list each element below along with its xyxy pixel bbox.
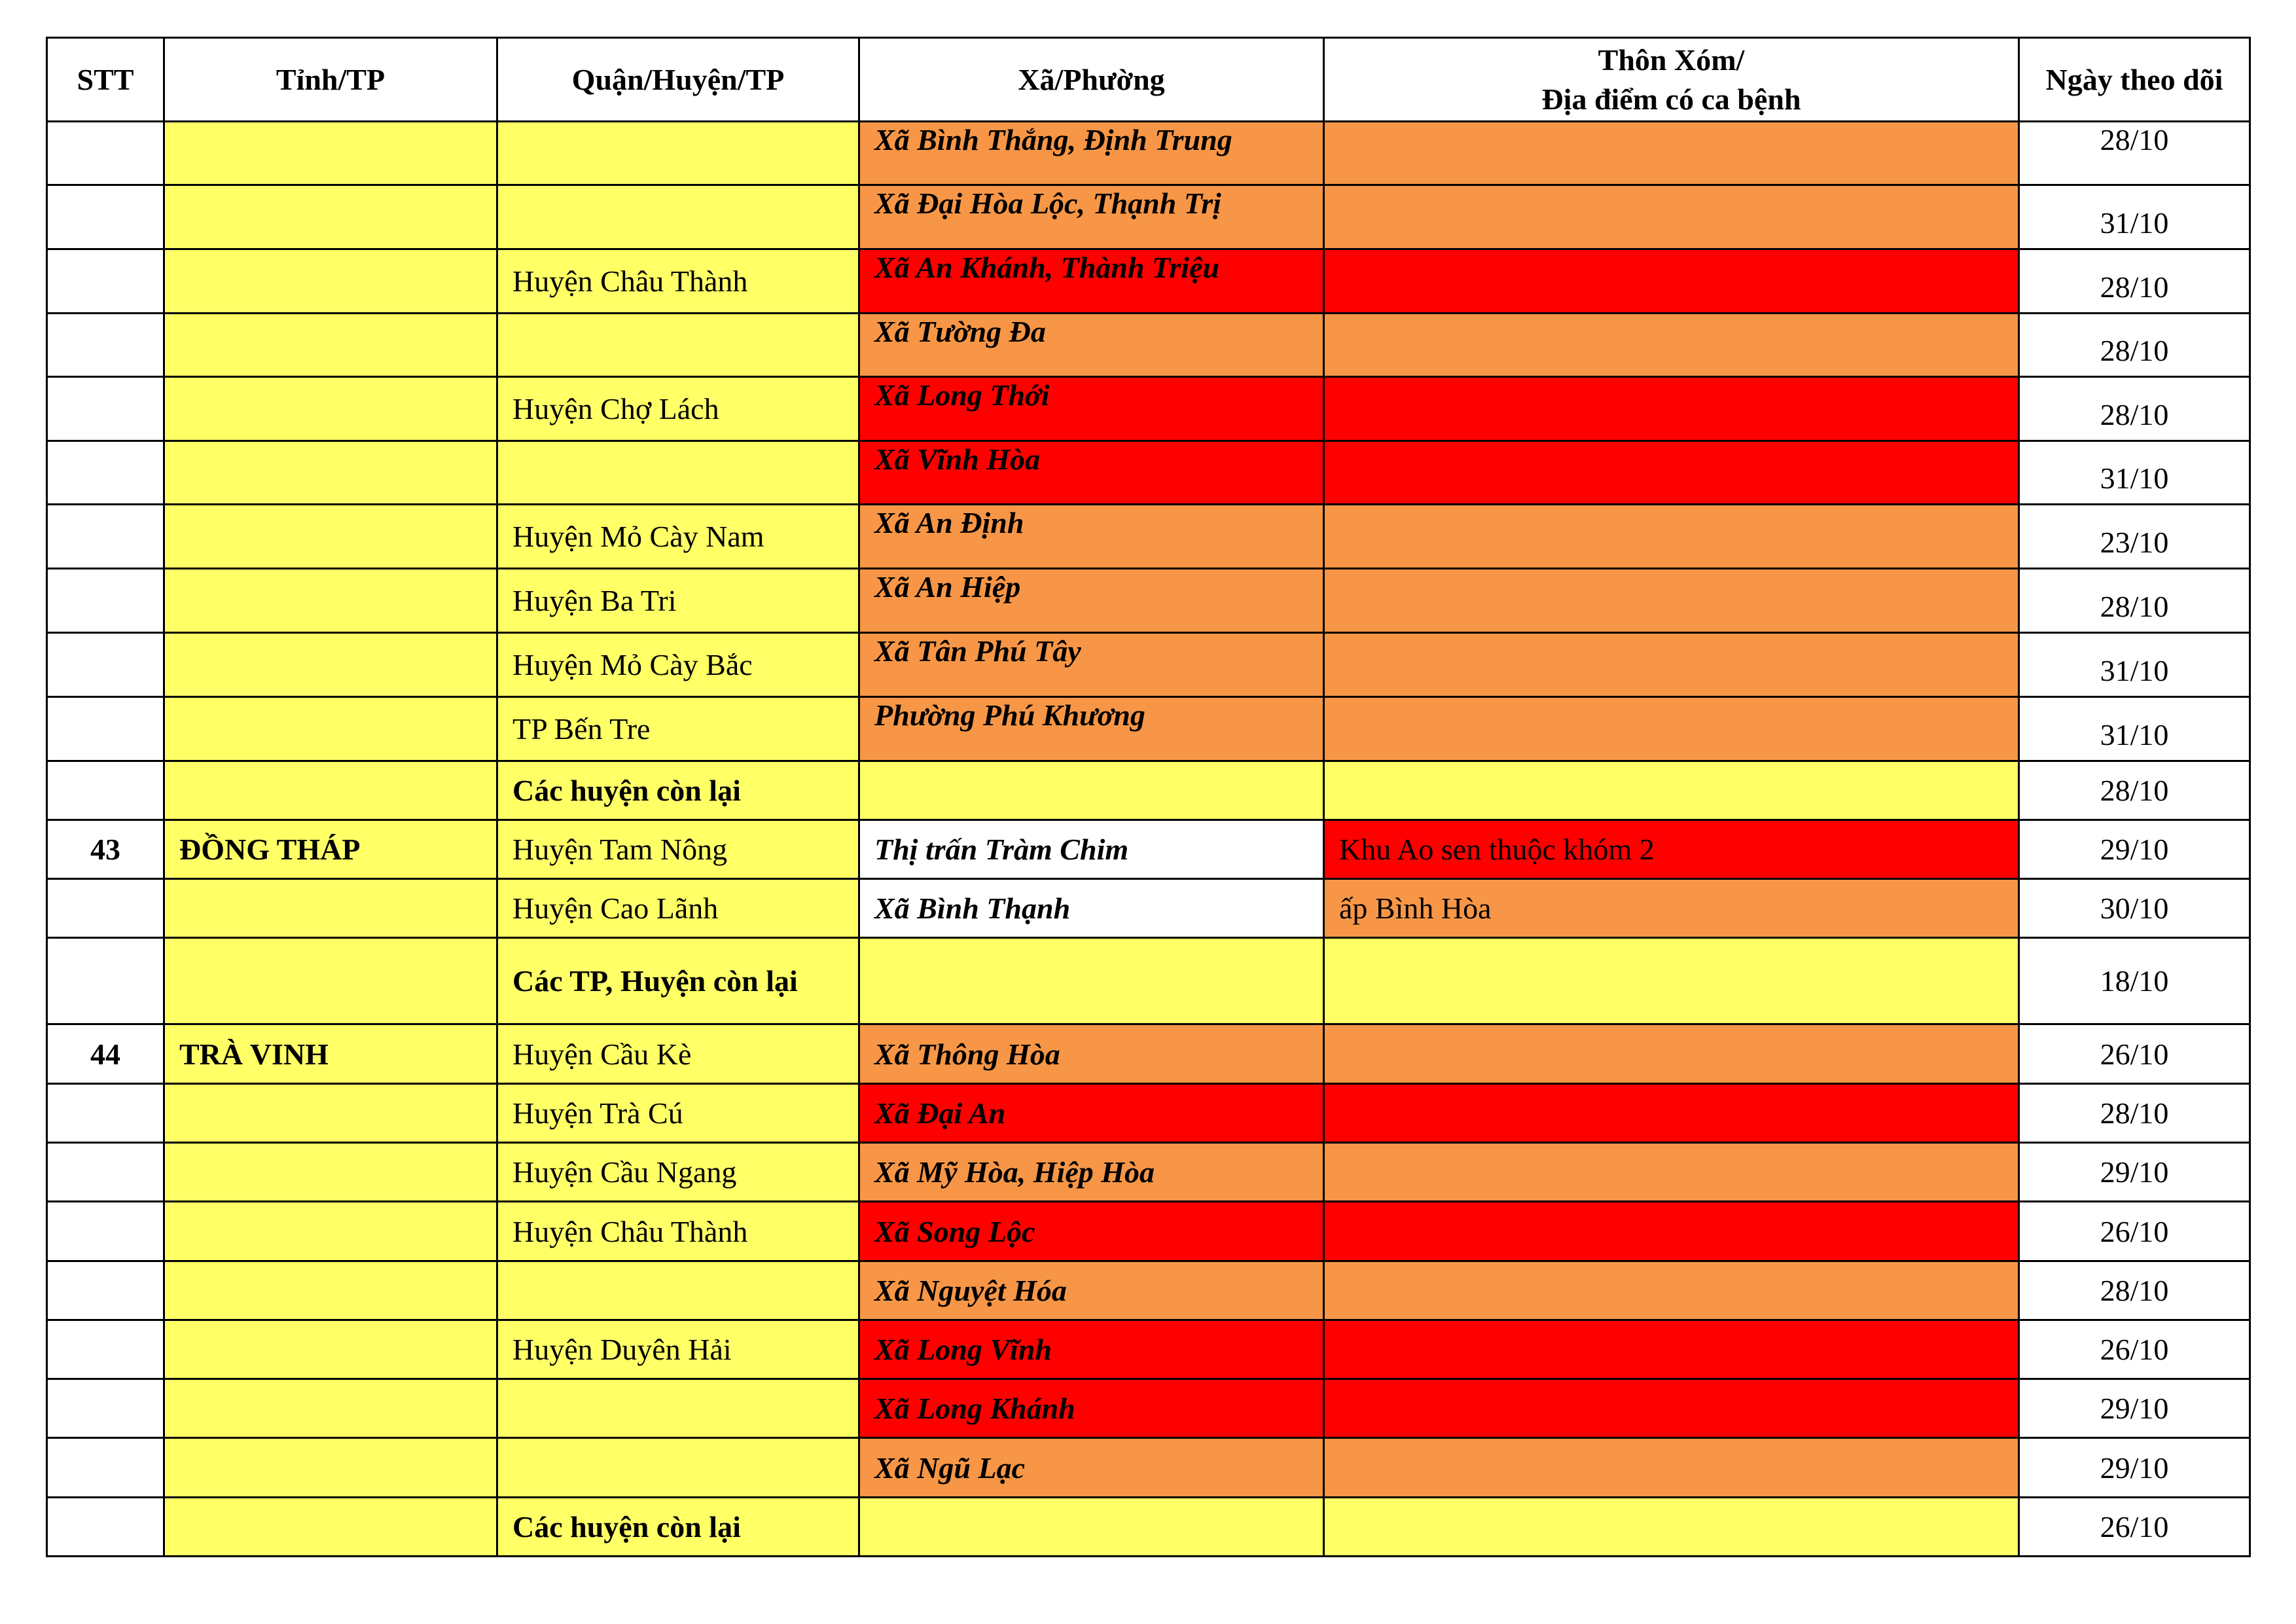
- stt-cell: [47, 505, 164, 569]
- date-cell: 28/10: [2019, 569, 2250, 633]
- table-row: [47, 1202, 2250, 1261]
- ward-cell: Xã An Khánh, Thành Triệu: [859, 249, 1324, 314]
- stt-cell: [47, 633, 164, 697]
- stt-cell: [47, 1261, 164, 1320]
- province-cell: [164, 249, 497, 314]
- ward-cell: Xã An Định: [859, 505, 1324, 569]
- ward-cell: [859, 1498, 1324, 1557]
- date-cell: 28/10: [2019, 249, 2250, 314]
- stt-cell: [47, 1438, 164, 1498]
- district-cell: [497, 1379, 859, 1438]
- province-cell: [164, 377, 497, 441]
- district-cell: Huyện Ba Tri: [497, 569, 859, 633]
- village-cell: [1324, 1320, 2019, 1379]
- stt-cell: [47, 1498, 164, 1557]
- ward-cell: Xã Nguyệt Hóa: [859, 1261, 1324, 1320]
- ward-cell: Xã Bình Thạnh: [859, 879, 1324, 938]
- table-row: [47, 1084, 2250, 1143]
- village-cell: [1324, 314, 2019, 377]
- ward-cell: Xã Bình Thắng, Định Trung: [859, 122, 1324, 185]
- ward-cell: Xã Đại An: [859, 1084, 1324, 1143]
- stt-cell: [47, 185, 164, 249]
- province-cell: [164, 185, 497, 249]
- table-row: [47, 697, 2250, 761]
- table-row: [47, 761, 2250, 820]
- district-cell: [497, 1438, 859, 1498]
- date-cell: 23/10: [2019, 505, 2250, 569]
- ward-cell: Xã Long Thới: [859, 377, 1324, 441]
- table-row: [47, 505, 2250, 569]
- ward-cell: Xã Đại Hòa Lộc, Thạnh Trị: [859, 185, 1324, 249]
- stt-cell: [47, 938, 164, 1024]
- ward-cell: [859, 938, 1324, 1024]
- province-cell: [164, 441, 497, 505]
- date-cell: 26/10: [2019, 1024, 2250, 1084]
- province-cell: [164, 505, 497, 569]
- ward-cell: Xã Tường Đa: [859, 314, 1324, 377]
- outbreak-table: [46, 37, 2251, 1557]
- ward-cell: Xã Mỹ Hòa, Hiệp Hòa: [859, 1143, 1324, 1202]
- district-cell: Huyện Cầu Kè: [497, 1024, 859, 1084]
- district-cell: [497, 1261, 859, 1320]
- ward-cell: Xã Thông Hòa: [859, 1024, 1324, 1084]
- province-cell: [164, 697, 497, 761]
- stt-cell: [47, 569, 164, 633]
- stt-cell: [47, 314, 164, 377]
- village-cell: [1324, 249, 2019, 314]
- district-cell: Huyện Tam Nông: [497, 820, 859, 879]
- stt-cell: [47, 1084, 164, 1143]
- province-cell: [164, 879, 497, 938]
- ward-cell: [859, 761, 1324, 820]
- date-cell: 28/10: [2019, 314, 2250, 377]
- district-cell: Huyện Chợ Lách: [497, 377, 859, 441]
- table-row: [47, 1498, 2250, 1557]
- date-cell: 29/10: [2019, 1438, 2250, 1498]
- village-cell: [1324, 697, 2019, 761]
- province-cell: [164, 1498, 497, 1557]
- table-row: [47, 633, 2250, 697]
- village-cell: [1324, 569, 2019, 633]
- ward-cell: Xã Long Vĩnh: [859, 1320, 1324, 1379]
- district-cell: Các TP, Huyện còn lại: [497, 938, 859, 1024]
- district-cell: [497, 441, 859, 505]
- ward-cell: Xã Ngũ Lạc: [859, 1438, 1324, 1498]
- table-row: [47, 569, 2250, 633]
- district-cell: [497, 122, 859, 185]
- district-cell: Các huyện còn lại: [497, 1498, 859, 1557]
- district-cell: Các huyện còn lại: [497, 761, 859, 820]
- stt-cell: [47, 1320, 164, 1379]
- village-cell: [1324, 441, 2019, 505]
- table-row: [47, 879, 2250, 938]
- province-cell: [164, 633, 497, 697]
- province-cell: [164, 938, 497, 1024]
- village-cell: [1324, 1143, 2019, 1202]
- date-cell: 26/10: [2019, 1320, 2250, 1379]
- stt-cell: [47, 697, 164, 761]
- village-cell: [1324, 505, 2019, 569]
- district-cell: Huyện Mỏ Cày Bắc: [497, 633, 859, 697]
- district-cell: Huyện Cao Lãnh: [497, 879, 859, 938]
- ward-cell: Xã An Hiệp: [859, 569, 1324, 633]
- table-row: [47, 249, 2250, 314]
- ward-cell: Thị trấn Tràm Chim: [859, 820, 1324, 879]
- village-cell: [1324, 1261, 2019, 1320]
- date-cell: 31/10: [2019, 697, 2250, 761]
- date-cell: 28/10: [2019, 761, 2250, 820]
- village-cell: [1324, 1438, 2019, 1498]
- stt-cell: [47, 122, 164, 185]
- date-cell: 31/10: [2019, 633, 2250, 697]
- header-village: [1324, 38, 2019, 122]
- province-cell: [164, 1084, 497, 1143]
- table-row: [47, 938, 2250, 1024]
- village-cell: [1324, 377, 2019, 441]
- village-cell: [1324, 185, 2019, 249]
- province-cell: [164, 314, 497, 377]
- village-cell: [1324, 1084, 2019, 1143]
- table-row: [47, 1320, 2250, 1379]
- table-row: [47, 441, 2250, 505]
- province-cell: [164, 1261, 497, 1320]
- header-province: Tỉnh/TP: [164, 38, 497, 122]
- table-row: [47, 122, 2250, 185]
- table-body: [47, 122, 2250, 1557]
- district-cell: Huyện Mỏ Cày Nam: [497, 505, 859, 569]
- stt-cell: [47, 377, 164, 441]
- date-cell: 29/10: [2019, 1379, 2250, 1438]
- date-cell: 18/10: [2019, 938, 2250, 1024]
- stt-cell: [47, 249, 164, 314]
- village-cell: [1324, 761, 2019, 820]
- province-cell: [164, 1320, 497, 1379]
- table-row: [47, 1438, 2250, 1498]
- header-stt: STT: [47, 38, 164, 122]
- date-cell: 29/10: [2019, 820, 2250, 879]
- date-cell: 26/10: [2019, 1498, 2250, 1557]
- village-cell: [1324, 1498, 2019, 1557]
- table-row: [47, 314, 2250, 377]
- province-cell: TRÀ VINH: [164, 1024, 497, 1084]
- district-cell: Huyện Duyên Hải: [497, 1320, 859, 1379]
- village-cell: [1324, 122, 2019, 185]
- table-row: [47, 1379, 2250, 1438]
- table-row: [47, 1143, 2250, 1202]
- district-cell: Huyện Trà Cú: [497, 1084, 859, 1143]
- ward-cell: Xã Vĩnh Hòa: [859, 441, 1324, 505]
- village-cell: ấp Bình Hòa: [1324, 879, 2019, 938]
- header-village-line1: Thôn Xóm/: [1598, 43, 1745, 77]
- table-header-row: [47, 38, 2250, 122]
- date-cell: 31/10: [2019, 185, 2250, 249]
- table-row: [47, 1261, 2250, 1320]
- stt-cell: [47, 1202, 164, 1261]
- header-ward: Xã/Phường: [859, 38, 1324, 122]
- date-cell: 30/10: [2019, 879, 2250, 938]
- date-cell: 29/10: [2019, 1143, 2250, 1202]
- ward-cell: Xã Tân Phú Tây: [859, 633, 1324, 697]
- ward-cell: Phường Phú Khương: [859, 697, 1324, 761]
- province-cell: ĐỒNG THÁP: [164, 820, 497, 879]
- province-cell: [164, 1379, 497, 1438]
- stt-cell: 43: [47, 820, 164, 879]
- header-village-line2: Địa điểm có ca bệnh: [1541, 82, 1801, 116]
- stt-cell: [47, 441, 164, 505]
- table-row: [47, 377, 2250, 441]
- province-cell: [164, 1438, 497, 1498]
- village-cell: [1324, 938, 2019, 1024]
- date-cell: 26/10: [2019, 1202, 2250, 1261]
- date-cell: 28/10: [2019, 1084, 2250, 1143]
- district-cell: Huyện Cầu Ngang: [497, 1143, 859, 1202]
- province-cell: [164, 1202, 497, 1261]
- table-row: [47, 1024, 2250, 1084]
- date-cell: 31/10: [2019, 441, 2250, 505]
- ward-cell: Xã Song Lộc: [859, 1202, 1324, 1261]
- header-district: Quận/Huyện/TP: [497, 38, 859, 122]
- village-cell: [1324, 1379, 2019, 1438]
- province-cell: [164, 1143, 497, 1202]
- village-cell: [1324, 1024, 2019, 1084]
- header-date: Ngày theo dõi: [2019, 38, 2250, 122]
- stt-cell: [47, 761, 164, 820]
- stt-cell: 44: [47, 1024, 164, 1084]
- district-cell: [497, 314, 859, 377]
- stt-cell: [47, 1143, 164, 1202]
- village-cell: [1324, 633, 2019, 697]
- province-cell: [164, 122, 497, 185]
- date-cell: 28/10: [2019, 377, 2250, 441]
- ward-cell: Xã Long Khánh: [859, 1379, 1324, 1438]
- district-cell: Huyện Châu Thành: [497, 249, 859, 314]
- date-cell: 28/10: [2019, 122, 2250, 185]
- stt-cell: [47, 879, 164, 938]
- table-row: [47, 820, 2250, 879]
- date-cell: 28/10: [2019, 1261, 2250, 1320]
- table-row: [47, 185, 2250, 249]
- district-cell: [497, 185, 859, 249]
- stt-cell: [47, 1379, 164, 1438]
- village-cell: [1324, 1202, 2019, 1261]
- district-cell: TP Bến Tre: [497, 697, 859, 761]
- district-cell: Huyện Châu Thành: [497, 1202, 859, 1261]
- province-cell: [164, 569, 497, 633]
- province-cell: [164, 761, 497, 820]
- village-cell: Khu Ao sen thuộc khóm 2: [1324, 820, 2019, 879]
